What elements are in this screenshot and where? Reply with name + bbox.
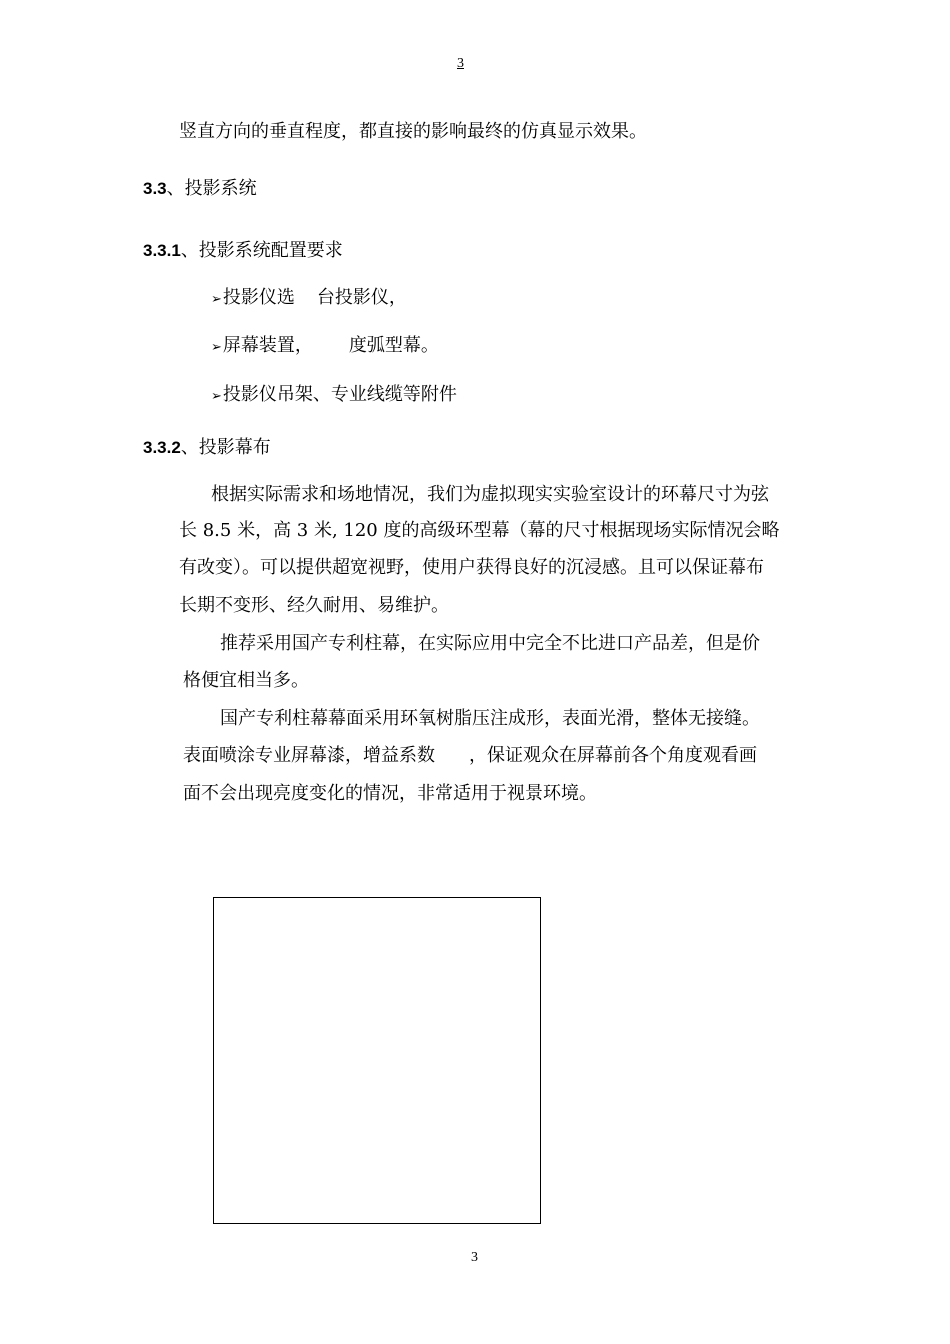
footer-page-number: 3 — [471, 1250, 478, 1265]
paragraph-line — [183, 744, 757, 768]
image-placeholder-frame — [213, 897, 541, 1224]
paragraph-text: ，保证观众在屏幕前各个角度观看画 — [469, 745, 757, 766]
section-number: 3.3.2 — [143, 438, 181, 457]
arrow-bullet-icon: ➢ — [211, 340, 222, 355]
paragraph-line: 格便宜相当多。 — [183, 670, 309, 691]
section-number: 3.3.1 — [143, 241, 181, 260]
bullet-item-accessories — [211, 383, 457, 409]
paragraph-line: 推荐采用国产专利柱幕，在实际应用中完全不比进口产品差，但是价 — [220, 633, 760, 654]
bullet-text: 屏幕装置， — [222, 335, 313, 356]
bullet-text: 台投影仪， — [316, 287, 407, 308]
bullet-item-projector — [211, 286, 407, 312]
paragraph-line: 面不会出现亮度变化的情况，非常适用于视景环境。 — [183, 783, 597, 804]
section-title: 、投影幕布 — [180, 437, 271, 458]
section-3-3-1-heading — [143, 239, 343, 263]
intro-line: 竖直方向的垂直程度，都直接的影响最终的仿真显示效果。 — [179, 121, 647, 142]
paragraph-text: 表面喷涂专业屏幕漆，增益系数 — [183, 745, 435, 766]
section-title: 、投影系统配置要求 — [180, 240, 343, 261]
paragraph-line: 长期不变形、经久耐用、易维护。 — [179, 595, 449, 616]
bullet-item-screen — [211, 334, 439, 360]
paragraph-line: 长 8.5 米，高 3 米, 120 度的高级环型幕（幕的尺寸根据现场实际情况会略 — [179, 520, 780, 541]
bullet-text: 投影仪吊架、专业线缆等附件 — [222, 384, 457, 405]
paragraph-line: 国产专利柱幕幕面采用环氧树脂压注成形，表面光滑，整体无接缝。 — [220, 708, 760, 729]
section-number: 3.3 — [143, 179, 167, 198]
bullet-text: 度弧型幕。 — [348, 335, 439, 356]
paragraph-line: 有改变）。可以提供超宽视野，使用户获得良好的沉浸感。且可以保证幕布 — [179, 557, 764, 578]
section-3-3-2-heading — [143, 436, 271, 460]
header-page-number: 3 — [457, 56, 464, 71]
bullet-text: 投影仪选 — [222, 287, 295, 308]
section-title: 、投影系统 — [166, 178, 257, 199]
arrow-bullet-icon: ➢ — [211, 292, 222, 307]
section-3-3-heading — [143, 177, 257, 201]
arrow-bullet-icon: ➢ — [211, 389, 222, 404]
paragraph-line: 根据实际需求和场地情况，我们为虚拟现实实验室设计的环幕尺寸为弦 — [211, 484, 769, 505]
